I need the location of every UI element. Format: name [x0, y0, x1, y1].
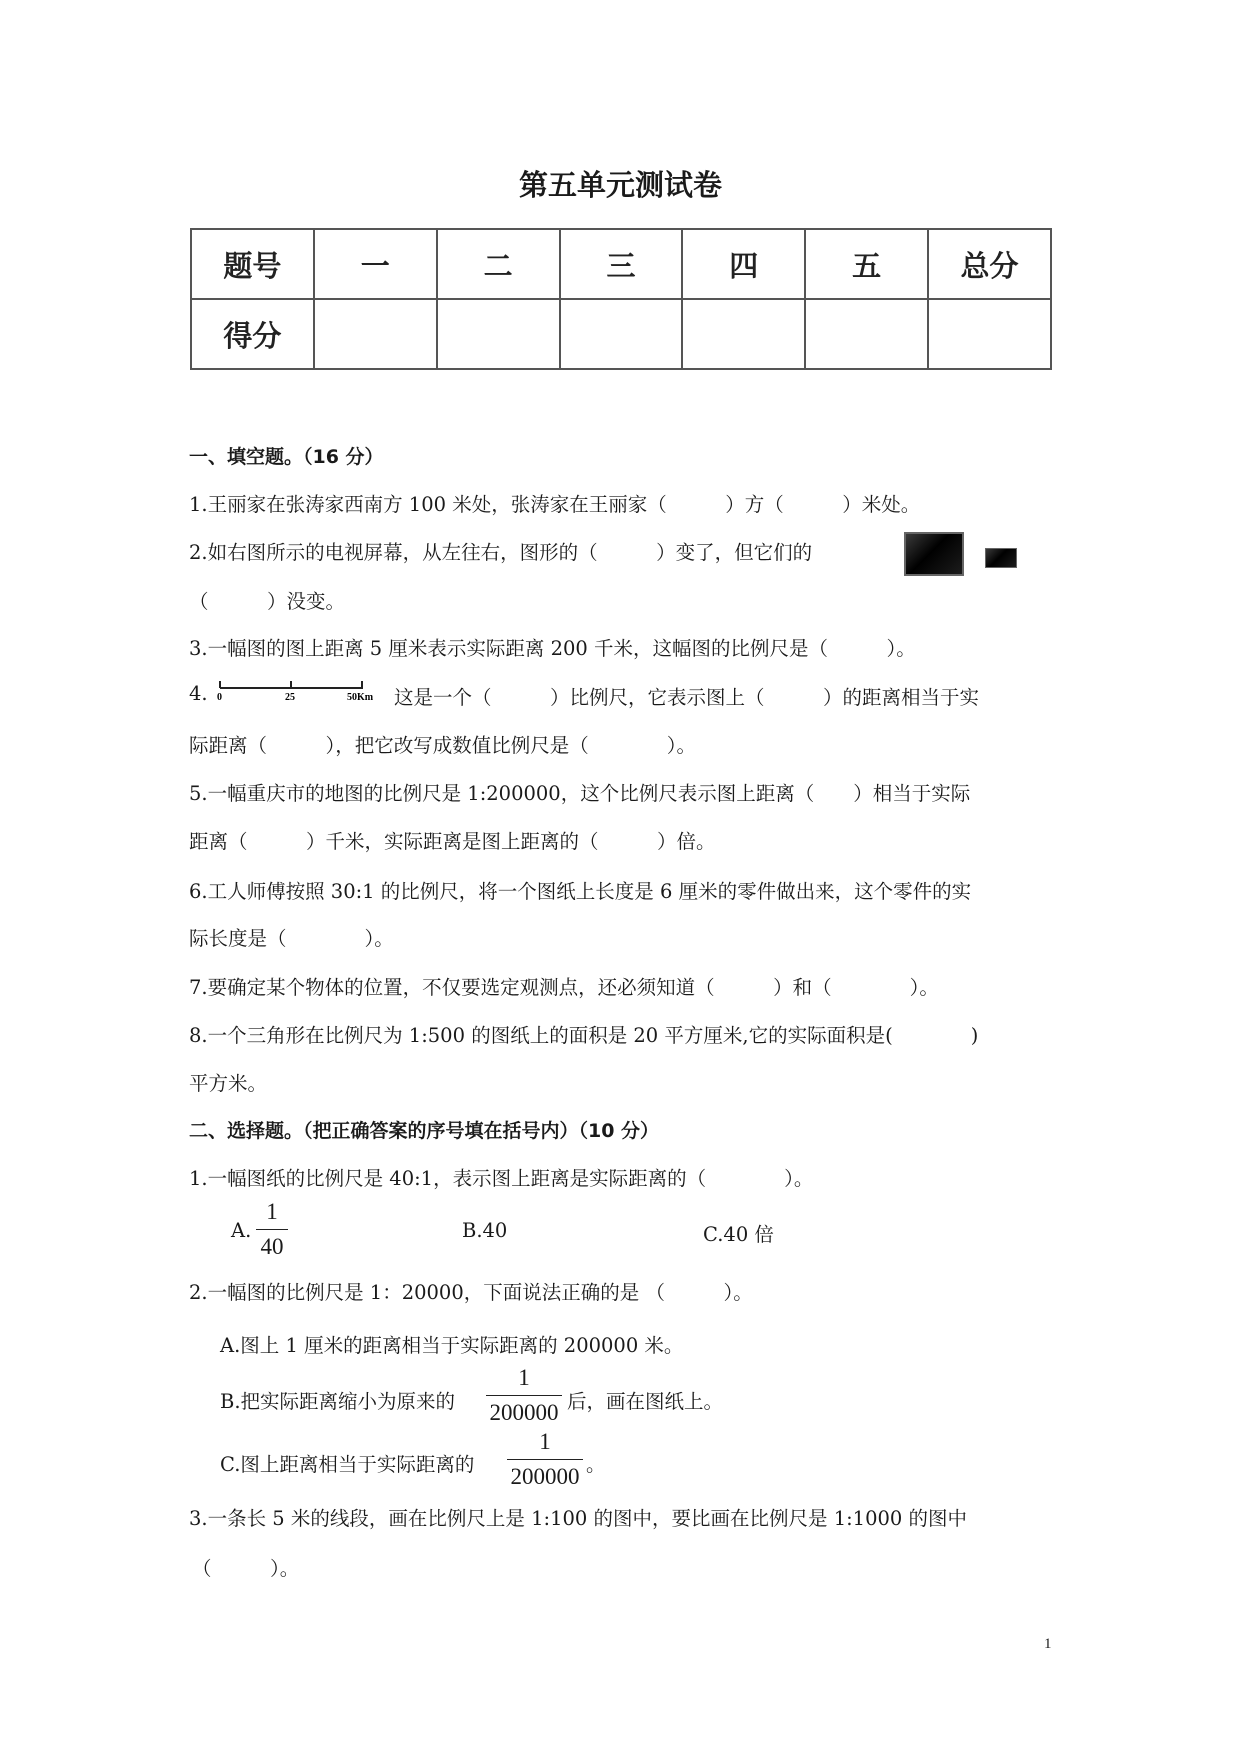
- question-1-2-line2: （ ）没变。: [189, 590, 346, 613]
- score-header-cell: 总分: [928, 229, 1051, 299]
- fraction-bar: [256, 1229, 288, 1230]
- question-2-1: 1.一幅图纸的比例尺是 40:1，表示图上距离是实际距离的（ ）。: [189, 1167, 814, 1190]
- question-1-2-line1: 2.如右图所示的电视屏幕，从左往右，图形的（ ）变了，但它们的: [189, 541, 813, 564]
- scale-label-25: 25: [285, 692, 295, 702]
- page-title: 第五单元测试卷: [518, 168, 722, 202]
- section1-heading: 一、填空题。（16 分）: [189, 446, 384, 468]
- score-header-cell: 一: [314, 229, 437, 299]
- option-2-1-b: B.40: [462, 1219, 508, 1242]
- score-cell[interactable]: [682, 299, 805, 369]
- scale-label-50km: 50Km: [347, 692, 374, 702]
- question-1-8-line2: 平方米。: [189, 1072, 268, 1095]
- option-2-1-a-prefix: A.: [231, 1219, 252, 1242]
- fraction-1-over-200000: [486, 1365, 562, 1426]
- page-number: 1: [1044, 1636, 1052, 1652]
- question-1-6-line1: 6.工人师傅按照 30:1 的比例尺，将一个图纸上长度是 6 厘米的零件做出来，这个零件的实: [189, 880, 972, 903]
- question-1-1: 1.王丽家在张涛家西南方 100 米处，张涛家在王丽家（ ）方（ ）米处。: [189, 493, 921, 516]
- score-table: [190, 228, 1052, 370]
- option-2-2-b-suffix: 后，画在图纸上。: [567, 1390, 724, 1413]
- option-2-1-c: C.40 倍: [703, 1223, 774, 1246]
- score-cell[interactable]: [928, 299, 1051, 369]
- question-1-3: 3.一幅图的图上距离 5 厘米表示实际距离 200 千米，这幅图的比例尺是（ ）。: [189, 637, 916, 660]
- score-header-cell: 二: [437, 229, 560, 299]
- score-header-cell: 四: [682, 229, 805, 299]
- question-1-7: 7.要确定某个物体的位置，不仅要选定观测点，还必须知道（ ）和（ ）。: [189, 976, 939, 999]
- line-scale-image: [215, 676, 393, 702]
- option-2-2-c-suffix: 。: [586, 1453, 606, 1476]
- scale-label-0: 0: [217, 692, 222, 702]
- score-table-score-row: [191, 299, 1051, 369]
- question-1-5-line2: 距离（ ）千米，实际距离是图上距离的（ ）倍。: [189, 830, 716, 853]
- question-1-4-line2: 际距离（ ），把它改写成数值比例尺是（ ）。: [189, 734, 697, 757]
- fraction-denominator: 200000: [489, 1400, 559, 1425]
- question-2-3-line2: （ ）。: [192, 1557, 300, 1580]
- score-cell[interactable]: [437, 299, 560, 369]
- tv-screen-large-image: [904, 532, 964, 576]
- score-cell[interactable]: [314, 299, 437, 369]
- question-1-4-number: 4.: [189, 682, 208, 705]
- fraction-numerator: 1: [518, 1365, 530, 1390]
- score-cell[interactable]: [560, 299, 683, 369]
- question-1-8-line1: 8.一个三角形在比例尺为 1:500 的图纸上的面积是 20 平方厘米,它的实际面积是( ): [189, 1024, 979, 1047]
- fraction-denominator: 40: [260, 1234, 284, 1259]
- option-2-2-b-prefix: B.把实际距离缩小为原来的: [220, 1390, 456, 1413]
- fraction-bar: [486, 1395, 562, 1396]
- fraction-denominator: 200000: [510, 1464, 580, 1489]
- question-2-3-line1: 3.一条长 5 米的线段，画在比例尺上是 1:100 的图中，要比画在比例尺是 1:1000 的图中: [189, 1507, 968, 1530]
- fraction-1-over-40: [256, 1199, 288, 1260]
- score-header-cell: 题号: [191, 229, 314, 299]
- fraction-1-over-200000: [507, 1429, 583, 1490]
- question-1-4-line1: 这是一个（ ）比例尺，它表示图上（ ）的距离相当于实: [394, 686, 980, 709]
- tv-screen-small-image: [985, 548, 1017, 568]
- score-row-label: 得分: [191, 299, 314, 369]
- question-1-5-line1: 5.一幅重庆市的地图的比例尺是 1:200000，这个比例尺表示图上距离（ ）相当于实际: [189, 782, 971, 805]
- score-header-cell: 五: [805, 229, 928, 299]
- fraction-numerator: 1: [539, 1429, 551, 1454]
- option-2-2-c-prefix: C.图上距离相当于实际距离的: [220, 1453, 475, 1476]
- score-header-cell: 三: [560, 229, 683, 299]
- fraction-bar: [507, 1459, 583, 1460]
- fraction-numerator: 1: [266, 1199, 278, 1224]
- option-2-2-a: A.图上 1 厘米的距离相当于实际距离的 200000 米。: [220, 1334, 684, 1357]
- question-2-2: 2.一幅图的比例尺是 1：20000，下面说法正确的是 （ ）。: [189, 1281, 753, 1304]
- score-cell[interactable]: [805, 299, 928, 369]
- question-1-6-line2: 际长度是（ ）。: [189, 927, 394, 950]
- section2-heading: 二、选择题。（把正确答案的序号填在括号内）（10 分）: [189, 1120, 660, 1142]
- score-table-header-row: [191, 229, 1051, 299]
